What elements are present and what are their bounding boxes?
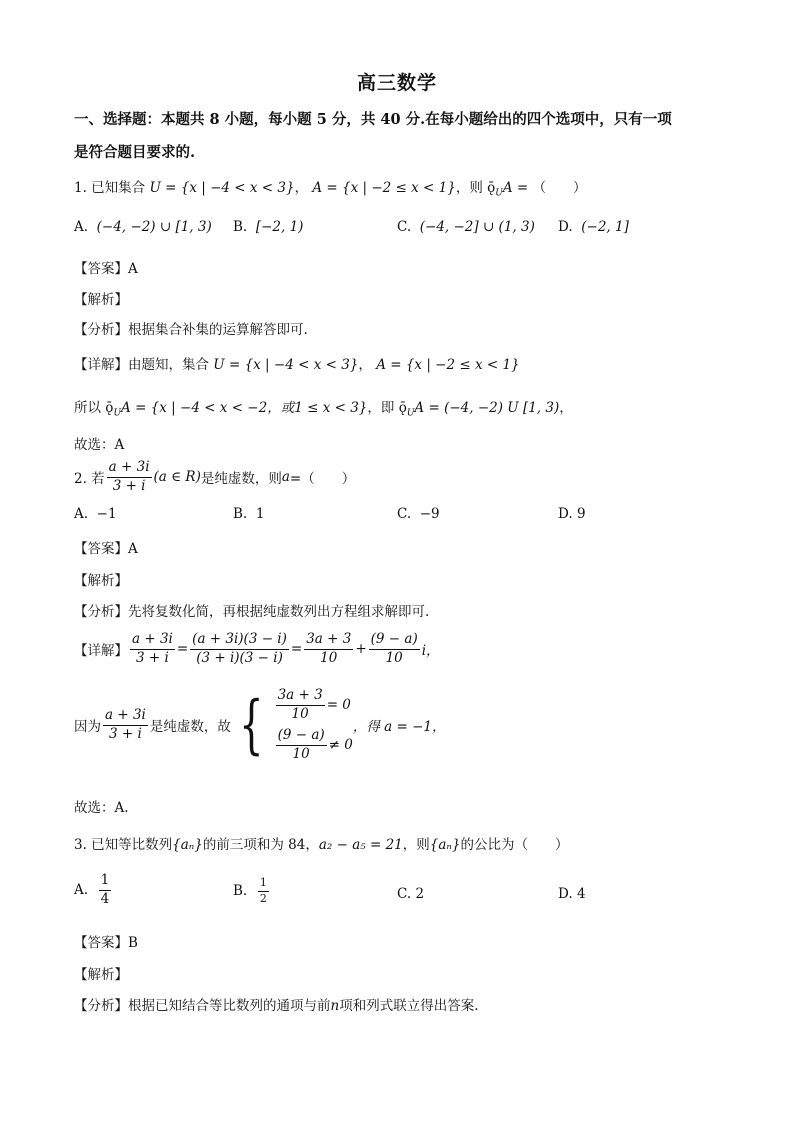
q2-fenxi: 【分析】先将复数化简，再根据纯虚数列出方程组求解即可. [74, 604, 430, 620]
q1-answer: 【答案】A [74, 261, 138, 277]
q1-stem [74, 176, 587, 199]
q2-option-d: D. 9 [558, 506, 586, 522]
q2-option-b: B. 1 [233, 506, 265, 522]
q1-fenxi: 【分析】根据集合补集的运算解答即可. [74, 322, 308, 338]
q3-jiexi: 【解析】 [74, 967, 128, 983]
q1-complement-sub: U [495, 188, 503, 199]
q3-option-c: C. 2 [397, 886, 425, 902]
q2-jiexi: 【解析】 [74, 573, 128, 589]
q2-fraction: $\frac{a + 3i}{3 + i}$ [108, 459, 150, 494]
q2-option-c: C. −9 [397, 506, 440, 522]
q1-option-d: D. (−2, 1] [558, 219, 629, 235]
q3-option-a: A. $\frac{1}{4}$ [74, 872, 110, 907]
q1-option-c: C. (−4, −2] ∪ (1, 3) [397, 219, 535, 235]
q2-stem: 2. 若 $\frac{a + 3i}{3 + i}$ (a ∈ R)是纯虚数，则a=（ ） [74, 459, 356, 494]
q2-option-a: A. −1 [74, 506, 117, 522]
q2-answer: 【答案】A [74, 541, 138, 557]
q1-option-a: A. (−4, −2) ∪ [1, 3) [74, 219, 212, 235]
q1-jiexi: 【解析】 [74, 292, 128, 308]
q3-option-d: D. 4 [558, 886, 586, 902]
q3-answer: 【答案】B [74, 935, 138, 951]
q3-option-b: B. $\frac{1}{2}$ [233, 876, 267, 905]
q1-choose: 故选：A [74, 437, 125, 453]
q1-paren: （ ） [532, 180, 587, 196]
q1-set-U: U = {x | −4 < x < 3} [149, 180, 295, 196]
q2-equation-system: { $\frac{3a + 3}{10}$ = 0 $\frac{(9 - a)}{10}$ ≠ 0 [239, 687, 353, 763]
section-heading-line2: 是符合题目要求的. [74, 144, 196, 161]
section-heading-line1: 一、选择题：本题共 8 小题，每小题 5 分，共 40 分.在每小题给出的四个选项中，只有一项 [74, 111, 672, 128]
q1-stem-prefix: 1. 已知集合 [74, 180, 146, 196]
q1-then: ，则 [455, 180, 483, 196]
q3-stem: 3. 已知等比数列{aₙ}的前三项和为 84，a₂ − a₅ = 21，则{aₙ}的公比为（ ） [74, 837, 569, 853]
q1-xiangjie: 【详解】由题知，集合 U = {x | −4 < x < 3}， A = {x | −2 ≤ x < 1} [74, 357, 520, 373]
q1-sep: ， [294, 180, 309, 196]
q2-because: 因为 $\frac{a + 3i}{3 + i}$ 是纯虚数，故 { $\frac{3a + 3}{10}$ = 0 $\frac{(9 - a)}{10}$ ≠ 0 ，得 a = −1， [74, 687, 446, 763]
q1-complement-symbol: ǭ [487, 180, 496, 196]
q1-complement-A: A = [502, 180, 529, 196]
q1-so-line: 所以 $ǭ_UA = \{x$ | −4 < x < −2，或1 ≤ x < 3}，即 $ǭ_UA = (-4$, −2) U [1, 3)， [74, 400, 573, 419]
q1-option-b: B. [−2, 1) [233, 219, 304, 235]
q2-xiangjie: 【详解】 $\frac{a + 3i}{3 + i}$ = $\frac{(a + 3i)(3 - i)}{(3 + i)(3 - i)}$ = $\frac{3a + 3}{10}$ + $\frac{(9 - a)}{10}$ i， [74, 631, 440, 666]
q1-set-A: A = {x | −2 ≤ x < 1} [312, 180, 456, 196]
q3-fenxi: 【分析】根据已知结合等比数列的通项与前n项和列式联立得出答案. [74, 998, 479, 1014]
page-title: 高三数学 [356, 72, 437, 94]
q2-choose: 故选：A. [74, 800, 129, 816]
